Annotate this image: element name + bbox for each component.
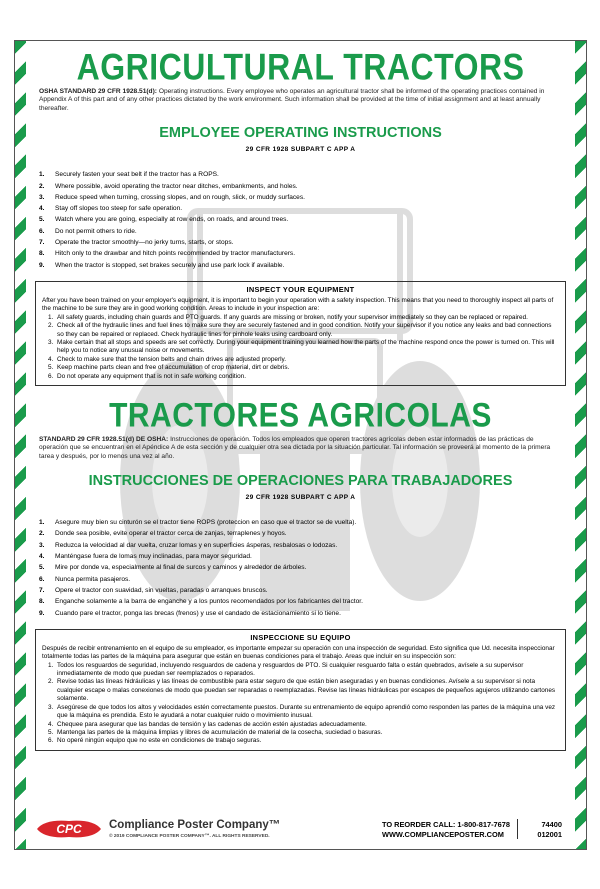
- list-item: 1. Todos los resguardos de seguridad, incluyendo resguardos de cadena y resguardos de PTO. Si cualquier resguardo falta o están quebrados, avísele a su supervisor inmediatamente de modo que puedan ser reemplazados o reparados.: [48, 661, 524, 678]
- reorder-phone: TO REORDER CALL: 1-800-817-7678: [381, 820, 510, 829]
- list-item: 9. Cuando pare el tractor, ponga las brecas (frenos) y use el candado de estacionamiento si lo tiene.: [39, 609, 341, 617]
- list-item: 6. Nunca permita pasajeros.: [39, 575, 131, 583]
- cpc-logo: [35, 819, 103, 839]
- product-code: 74400: [541, 820, 562, 829]
- list-item: 7. Operate the tractor smoothly—no jerky turns, starts, or stops.: [39, 239, 234, 246]
- spanish-inspect-box: [35, 629, 566, 751]
- product-codes: [537, 820, 562, 840]
- copyright-text: © 2019 COMPLIANCE POSTER COMPANY™. ALL RIGHTS RESERVED.: [109, 834, 270, 839]
- spanish-cfr-reference: 29 CFR 1928 SUBPART C APP A: [245, 494, 356, 502]
- footer-divider: [517, 819, 518, 839]
- right-safety-stripe: [575, 41, 586, 849]
- list-item: 2. Where possible, avoid operating the tractor near ditches, embankments, and holes.: [39, 182, 298, 190]
- list-item: 3. Asegúrese de que todos los altos y velocidades estén correctamente puestos. Durante su entrenamiento de equipo aprendió como responden las partes de la máquina una vez que la máquina es prendida. Esto le ayudará a notar cualquier ruido o movimiento inusual.: [48, 703, 556, 720]
- list-item: 7. Opere el tractor con suavidad, sin vueltas, paradas o arranques bruscos.: [39, 586, 268, 594]
- revision-code: 012001: [537, 830, 562, 839]
- list-item: 1. Securely fasten your seat belt if the tractor has a ROPS.: [39, 171, 219, 179]
- english-inspect-box: [35, 281, 566, 386]
- english-inspect-title: INSPECT YOUR EQUIPMENT: [246, 284, 355, 294]
- list-item: 4. Chequee para asegurar que las bandas de tensión y las cadenas de acción estén ajustadas adecuadamente.: [48, 720, 367, 728]
- list-item: 5. Watch where you are going, especially at row ends, on roads, and around trees.: [39, 216, 289, 224]
- english-standard-text: Operating instructions. Every employee who operates an agricultural tractor shall be informed of the operating practices contained in Appendix A of this part and of any other practices dictated by the work environment. Such information shall be provided at the time of initial assignment and at least annually thereafter.: [39, 88, 545, 112]
- english-standard-label: OSHA STANDARD 29 CFR 1928.51(d):: [39, 88, 157, 95]
- list-item: 8. Enganche solamente a la barra de enganche y a los puntos recomendados por los fabricantes del tractor.: [39, 598, 363, 606]
- website-link[interactable]: WWW.COMPLIANCEPOSTER.COM: [381, 830, 504, 839]
- list-item: 1. Asegure muy bien su cinturón se el tractor tiene ROPS (proteccion en caso que el tractor se de vuelta).: [39, 519, 357, 527]
- english-inspect-intro: After you have been trained on your employer's equipment, it is important to begin your operation with a safety inspection. This means that you need to thoroughly inspect all parts of the machine to be sure they are in good working condition. Areas to include in your inspection are:: [42, 296, 554, 313]
- spanish-inspect-list: [42, 662, 559, 746]
- poster-footer: [33, 817, 568, 845]
- spanish-subtitle: INSTRUCCIONES DE OPERACIONES PARA TRABAJADORES: [88, 473, 513, 490]
- left-safety-stripe: [15, 41, 26, 849]
- english-subtitle: EMPLOYEE OPERATING INSTRUCTIONS: [159, 125, 442, 142]
- english-standard-paragraph: [39, 88, 562, 113]
- list-item: 9. When the tractor is stopped, set brakes securely and use park lock if available.: [39, 261, 285, 269]
- spanish-inspect-title: INSPECCIONE SU EQUIPO: [250, 632, 351, 642]
- spanish-standard-text: Instrucciones de operación. Todos los empleados que operen tractores agrícolas deben estar informados de las prácticas de operación que se encuentran en el Apéndice A de esta sección y de cualquier otra sea dictada por la situación particular. Tal información se proveerá al momento de la primera tarea y después, por lo menos una vez al año.: [39, 435, 551, 460]
- poster-frame: [14, 40, 587, 850]
- list-item: 4. Manténgase fuera de lomas muy inclinadas, para mayor seguridad.: [39, 553, 252, 561]
- list-item: 2. Revise todas las líneas hidráulicas y las líneas de combustible para estar seguro de que están bien aseguradas y en buenas condiciones. Avísele a su supervisor si nota cualquier escape o malas conexiones de modo que puedan ser reparadas o reemplazadas. Revise las líneas hidráulicas por escapes de pequeños agujeros utilizando cartones solamente.: [48, 678, 556, 703]
- spanish-instructions-list: [39, 517, 568, 619]
- reorder-info: [382, 820, 510, 840]
- brand-name: Compliance Poster Company™: [109, 819, 281, 831]
- spanish-inspect-intro: Después de recibir entrenamiento en el equipo de su empleador, es importante empezar su operación con una inspección de seguridad. Esto significa que Ud. necesita inspeccionar totalmente todas las partes de la máquina para asegurar que están en buenas condiciones para el trabajo. Areas que incluir en su inspección son:: [42, 644, 555, 661]
- list-item: 5. Mantenga las partes de la máquina limpias y libres de acumulación de material de la cosecha, suciedad o basuras.: [48, 728, 383, 736]
- list-item: 3. Make certain that all stops and speeds are set correctly. During your equipment training you learned how the parts of the machine respond once the power is turned on. This will help you to notice any unusual noise or movements.: [48, 338, 555, 355]
- english-title: AGRICULTURAL TRACTORS: [76, 46, 525, 88]
- english-cfr-reference: 29 CFR 1928 SUBPART C APP A: [245, 146, 356, 154]
- list-item: 4. Stay off slopes too steep for safe operation.: [39, 205, 183, 213]
- spanish-title: TRACTORES AGRICOLAS: [109, 396, 492, 435]
- list-item: 8. Hitch only to the drawbar and hitch points recommended by tractor manufacturers.: [39, 250, 296, 258]
- list-item: 5. Keep machine parts clean and free of accumulation of crop material, dirt or debris.: [48, 364, 290, 372]
- list-item: 1. All safety guards, including chain guards and PTO guards. If any guards are missing or broken, notify your supervisor immediately so they can be replaced or repaired.: [48, 313, 528, 321]
- english-inspect-list: [42, 314, 559, 381]
- svg-text:CPC: CPC: [56, 822, 82, 836]
- list-item: 6. Do not permit others to ride.: [39, 227, 137, 235]
- list-item: 3. Reduce speed when turning, crossing slopes, and on rough, slick, or muddy surfaces.: [39, 193, 305, 201]
- english-instructions-list: [39, 169, 568, 271]
- list-item: 2. Donde sea posible, evite operar el tractor cerca de zanjas, terraplenes y hoyos.: [39, 530, 287, 538]
- list-item: 4. Check to make sure that the tension belts and chain drives are adjusted properly.: [48, 355, 287, 363]
- spanish-standard-label: STANDARD 29 CFR 1928.51(d) DE OSHA:: [39, 435, 169, 443]
- list-item: 6. No operé ningún equipo que no este en condiciones de trabajo seguras.: [48, 737, 262, 745]
- list-item: 3. Reduzca la velocidad al dar vuelta, cruzar lomas y en superficies ásperas, resbalosas o lodozas.: [39, 541, 338, 549]
- list-item: 2. Check all of the hydraulic lines and fuel lines to make sure they are securely fastened and in good condition. Notify your supervisor if you notice any leaks and bad connections so they can be repaired or replaced. Check hydraulic lines for pinhole leaks using cardboard only.: [48, 322, 552, 338]
- list-item: 6. Do not operate any equipment that is not in safe working condition.: [48, 372, 246, 380]
- list-item: 5. Mire por donde va, especialmente al final de surcos y caminos y alrededor de árboles.: [39, 564, 307, 572]
- spanish-standard-paragraph: [39, 436, 562, 461]
